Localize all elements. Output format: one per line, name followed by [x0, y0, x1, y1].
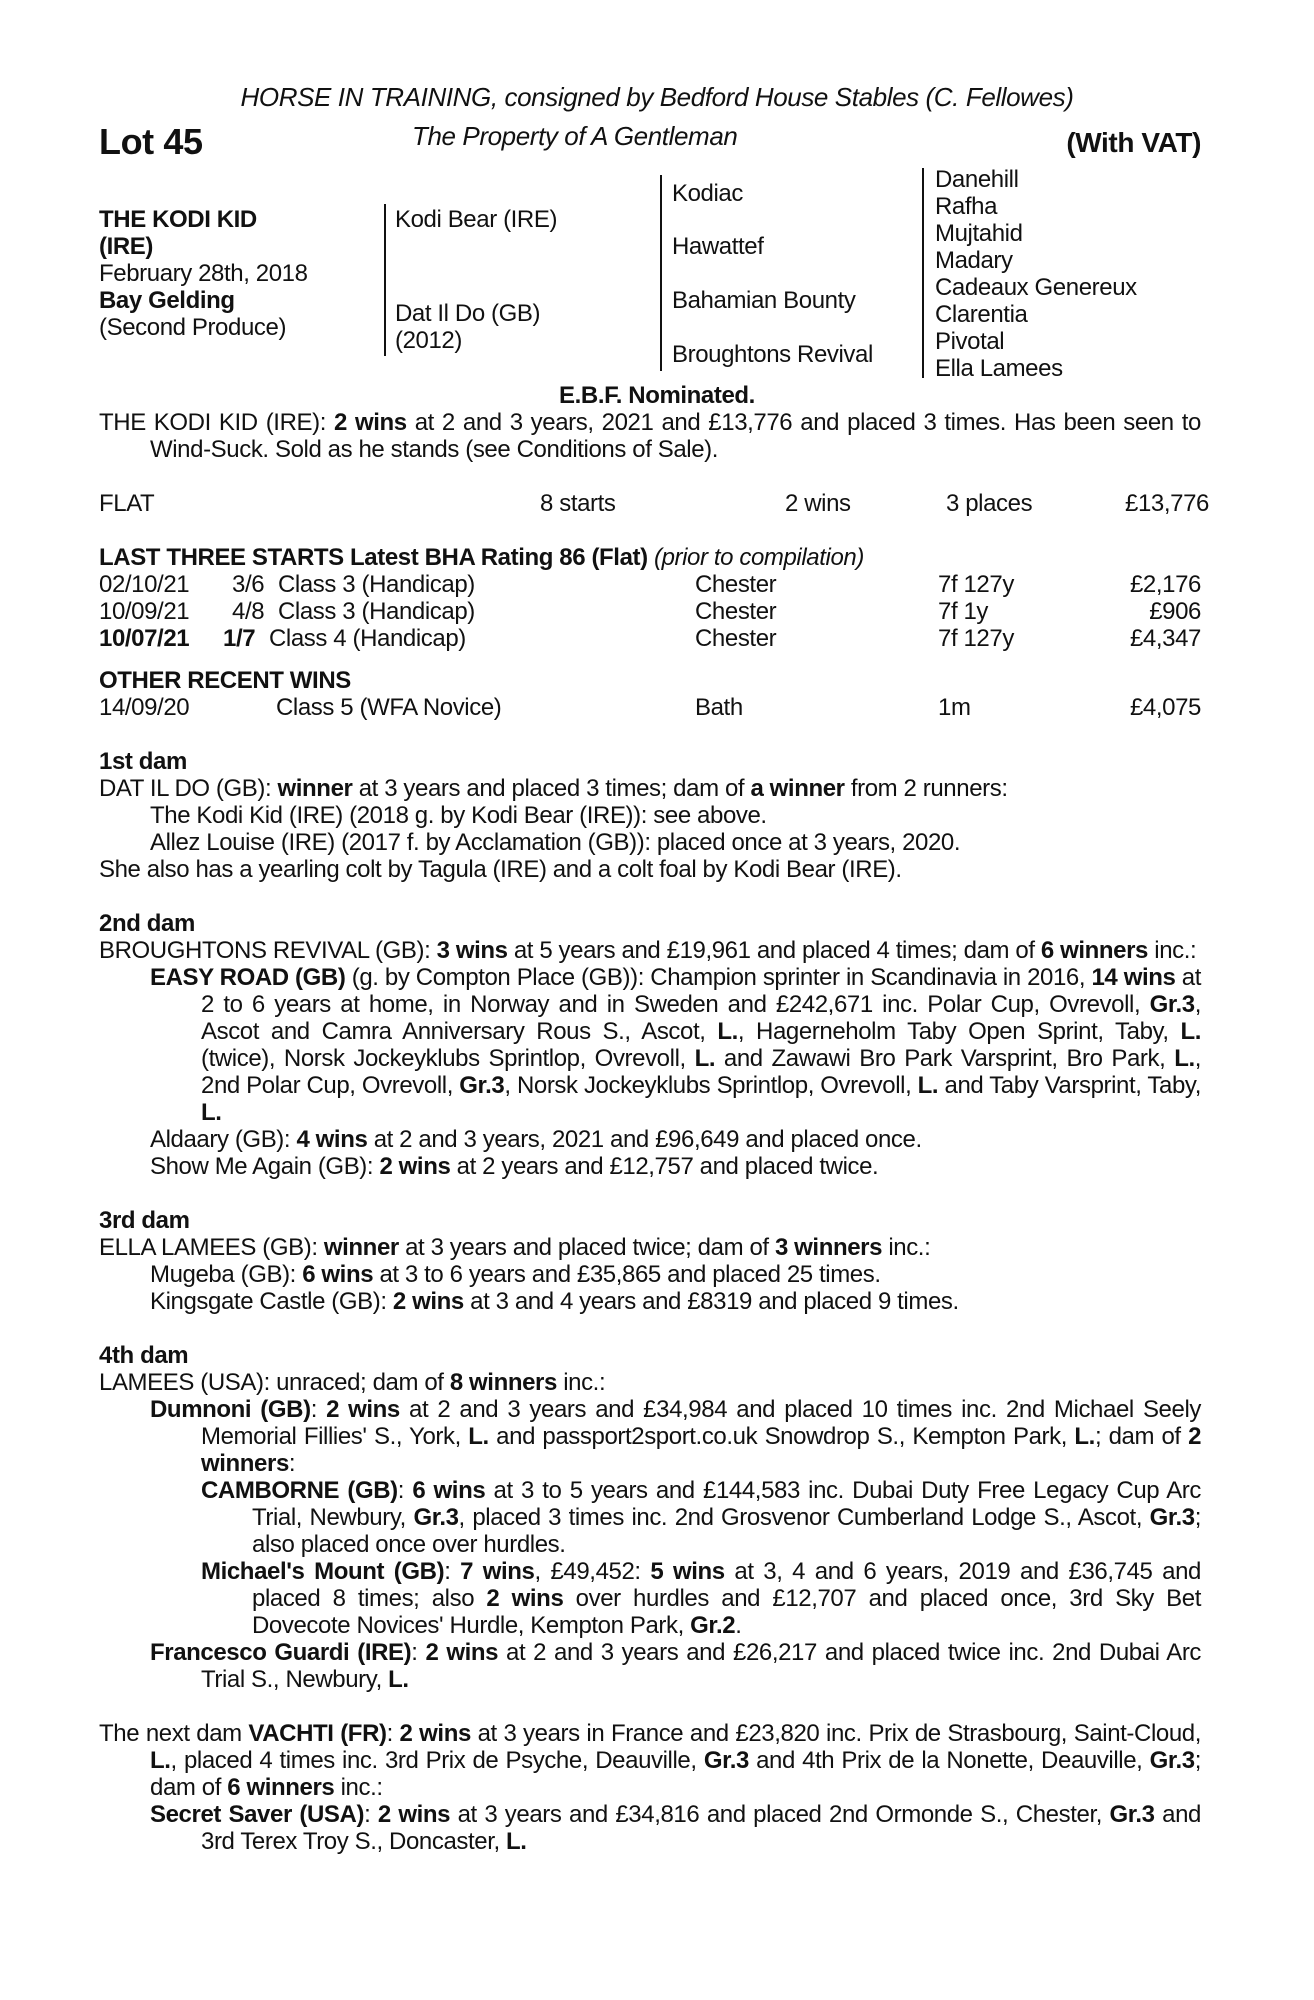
text: inc.: — [334, 1774, 383, 1801]
text: THE KODI KID (IRE): — [99, 409, 334, 436]
race-course: Chester — [695, 598, 777, 625]
starts-count: 8 starts — [540, 490, 616, 517]
bold-text: 6 winners — [1040, 937, 1148, 964]
race-class: Class 5 (WFA Novice) — [276, 694, 502, 721]
bold-text: VACHTI (FR) — [248, 1720, 387, 1747]
bold-text: L. — [694, 1045, 716, 1072]
bold-text: Gr.3 — [1149, 1504, 1195, 1531]
finish-position: 4/8 — [232, 598, 265, 625]
bold-text: Gr.3 — [1149, 991, 1195, 1018]
text: (g. by Compton Place (GB)): Champion sprinter in Scandinavia in 2016, — [345, 964, 1092, 991]
text: and 4th Prix de la Nonette, Deauville, — [748, 1747, 1150, 1774]
bold-text: Gr.3 — [1109, 1801, 1155, 1828]
pedigree-divider — [922, 168, 924, 378]
race-date: 10/07/21 — [99, 625, 190, 652]
bold-text: 7 wins — [460, 1558, 535, 1585]
dam-section — [99, 1342, 1201, 1693]
race-class: Class 3 (Handicap) — [278, 571, 475, 598]
bold-text: L. — [717, 1018, 738, 1045]
bold-text: 6 winners — [227, 1774, 335, 1801]
bold-text: 2 wins — [326, 1396, 400, 1423]
produce-entry — [99, 1261, 1201, 1288]
bold-text: 2 winners — [201, 1423, 1202, 1477]
dam-section — [99, 910, 1201, 1180]
text: inc.: — [556, 1369, 606, 1396]
race-date: 14/09/20 — [99, 694, 190, 721]
dam-heading: 2nd dam — [99, 910, 195, 937]
text: inc.: — [1148, 937, 1197, 964]
text: BROUGHTONS REVIVAL (GB): — [99, 937, 437, 964]
text: ELLA LAMEES (GB): — [99, 1234, 324, 1261]
text: ; also placed once over hurdles. — [252, 1504, 1201, 1558]
race-prize: £4,347 — [1129, 625, 1201, 652]
bold-text: L. — [468, 1423, 489, 1450]
last-three-heading — [99, 544, 1201, 571]
vat-status: (With VAT) — [1066, 127, 1201, 158]
race-code: FLAT — [99, 490, 155, 517]
bold-text: L. — [1174, 1045, 1195, 1072]
produce-entry — [99, 1126, 1201, 1153]
text: at 3, 4 and 6 years, 2019 and £36,745 and placed 8 times; also — [252, 1558, 1202, 1612]
text: : — [288, 1450, 296, 1477]
ancestor: Danehill — [935, 166, 1019, 193]
bold-text: 14 wins — [1091, 964, 1176, 991]
bold-text: L. — [1074, 1423, 1095, 1450]
bold-text: winner — [277, 775, 353, 802]
sire: Kodi Bear (IRE) — [395, 206, 558, 233]
text: Show Me Again (GB): — [150, 1153, 380, 1180]
race-course: Chester — [695, 571, 777, 598]
text: : — [386, 1720, 400, 1747]
bold-text: L. — [1180, 1018, 1201, 1045]
bold-text: Secret Saver (USA) — [150, 1801, 365, 1828]
grandsire: Bahamian Bounty — [672, 287, 856, 314]
text: over hurdles and £12,707 and placed once, 3rd Sky Bet Dovecote Novices' Hurdle, Kempton Park, — [252, 1585, 1201, 1639]
wins-count: 2 wins — [785, 490, 851, 517]
bold-text: CAMBORNE (GB) — [201, 1477, 398, 1504]
text: . — [735, 1612, 742, 1639]
bold-text: 2 wins — [392, 1288, 464, 1315]
text: : — [364, 1801, 378, 1828]
text: from 2 runners: — [844, 775, 1008, 802]
bold-text: L. — [150, 1747, 171, 1774]
text: , £49,452: — [534, 1558, 651, 1585]
bold-text: a winner — [750, 775, 845, 802]
bold-text: 2 wins — [333, 409, 407, 436]
bold-text: 3 winners — [774, 1234, 883, 1261]
dam-record — [99, 775, 1201, 802]
race-class: Class 4 (Handicap) — [269, 625, 466, 652]
consignment-header: HORSE IN TRAINING, consigned by Bedford House Stables (C. Fellowes) — [240, 82, 1074, 112]
bold-text: Gr.3 — [459, 1072, 505, 1099]
last-start-row — [99, 598, 1201, 625]
text: The next dam — [99, 1720, 249, 1747]
bold-text: EASY ROAD (GB) — [150, 964, 346, 991]
text: at 3 to 6 years and £35,865 and placed 25 times. — [373, 1261, 881, 1288]
bold-text: 2 wins — [379, 1153, 451, 1180]
dam-year: (2012) — [395, 327, 462, 354]
finish-position: 3/6 — [232, 571, 265, 598]
bold-text: L. — [917, 1072, 939, 1099]
text: LAMEES (USA): unraced; dam of — [99, 1369, 450, 1396]
bold-text: Gr.3 — [413, 1504, 459, 1531]
dam: Dat Il Do (GB) — [395, 300, 541, 327]
text: at 2 to 6 years at home, in Norway and in Sweden and £242,671 inc. Polar Cup, Ovrevoll, — [201, 964, 1201, 1018]
horse-sex: Bay Gelding — [99, 287, 235, 314]
race-prize: £906 — [1149, 598, 1201, 625]
race-distance: 7f 1y — [938, 598, 989, 625]
pedigree-divider — [384, 204, 386, 356]
bold-text: Francesco Guardi (IRE) — [150, 1639, 412, 1666]
bold-text: 5 wins — [650, 1558, 725, 1585]
text: and passport2sport.co.uk Snowdrop S., Kempton Park, — [488, 1423, 1075, 1450]
ancestor: Ella Lamees — [935, 355, 1063, 382]
text: ; dam of — [1094, 1423, 1189, 1450]
text: , placed 4 times inc. 3rd Prix de Psyche, Deauville, — [170, 1747, 704, 1774]
dam-record — [99, 1234, 1201, 1261]
race-date: 10/09/21 — [99, 598, 190, 625]
bold-text: L. — [506, 1828, 527, 1855]
text: She also has a yearling colt by Tagula (IRE) and a colt foal by Kodi Bear (IRE). — [99, 856, 902, 883]
race-record-body — [99, 409, 1209, 1855]
dam-section — [99, 748, 1201, 883]
dam-section — [99, 1720, 1201, 1855]
produce-entry — [99, 1477, 1201, 1558]
text: at 2 and 3 years and £26,217 and placed twice inc. 2nd Dubai Arc Trial S., Newbury, — [201, 1639, 1202, 1693]
ancestor: Pivotal — [935, 328, 1005, 355]
produce-entry — [99, 1153, 1201, 1180]
text: at 3 years and placed 3 times; dam of — [352, 775, 751, 802]
career-summary-row — [99, 490, 1209, 517]
bold-text: 2 wins — [486, 1585, 564, 1612]
race-record-summary — [99, 409, 1201, 463]
dam-record — [99, 1369, 1201, 1396]
produce-entry — [99, 964, 1201, 1126]
text: at 3 years in France and £23,820 inc. Prix de Strasbourg, Saint-Cloud, — [470, 1720, 1201, 1747]
race-course: Chester — [695, 625, 777, 652]
dam-record — [99, 937, 1201, 964]
text: at 3 and 4 years and £8319 and placed 9 times. — [463, 1288, 959, 1315]
text: Aldaary (GB): — [150, 1126, 297, 1153]
last-start-row — [99, 625, 1201, 652]
text: at 2 years and £12,757 and placed twice. — [450, 1153, 879, 1180]
ancestor: Cadeaux Genereux — [935, 274, 1137, 301]
race-course: Bath — [695, 694, 743, 721]
foaling-date: February 28th, 2018 — [99, 260, 308, 287]
text: : — [397, 1477, 413, 1504]
text: and 3rd Terex Troy S., Doncaster, — [201, 1801, 1201, 1855]
last-three-table — [99, 571, 1201, 652]
text: , placed 3 times inc. 2nd Grosvenor Cumberland Lodge S., Ascot, — [458, 1504, 1150, 1531]
text: ; dam of — [150, 1747, 1201, 1801]
ancestor: Rafha — [935, 193, 998, 220]
dam-section — [99, 1207, 1201, 1315]
text: at 2 and 3 years and £34,984 and placed 10 times inc. 2nd Michael Seely Memorial Fillies' S., York, — [201, 1396, 1201, 1450]
text: DAT IL DO (GB): — [99, 775, 278, 802]
bold-text: 6 wins — [302, 1261, 374, 1288]
ancestor: Madary — [935, 247, 1013, 274]
produce-entry — [99, 1288, 1201, 1315]
text: : — [310, 1396, 327, 1423]
race-date: 02/10/21 — [99, 571, 190, 598]
dam-sections — [99, 748, 1201, 1855]
text: , Norsk Jockeyklubs Sprintlop, Ovrevoll, — [504, 1072, 918, 1099]
text: , Ascot and Camra Anniversary Rous S., Ascot, — [201, 991, 1201, 1045]
text: at 2 and 3 years, 2021 and £96,649 and placed once. — [367, 1126, 922, 1153]
text: Mugeba (GB): — [150, 1261, 303, 1288]
text: , 2nd Polar Cup, Ovrevoll, — [201, 1045, 1201, 1099]
granddam: Broughtons Revival — [672, 341, 873, 368]
dam-record — [99, 1720, 1201, 1801]
bold-text: 4 wins — [296, 1126, 368, 1153]
bold-text: 6 wins — [412, 1477, 486, 1504]
text: at 5 years and £19,961 and placed 4 times; dam of — [507, 937, 1041, 964]
produce-entry — [99, 1801, 1201, 1855]
produce-entry — [99, 802, 1201, 829]
bold-text: 2 wins — [377, 1801, 451, 1828]
property-line: The Property of A Gentleman — [412, 121, 738, 151]
bold-text: Gr.3 — [1149, 1747, 1195, 1774]
text: at 2 and 3 years, 2021 and £13,776 and placed 3 times. Has been seen to Wind-Suck. Sold as he stands (see Conditions of Sale). — [150, 409, 1201, 463]
race-distance: 7f 127y — [938, 625, 1014, 652]
places-count: 3 places — [946, 490, 1033, 517]
bold-text: 2 wins — [425, 1639, 499, 1666]
text: Kingsgate Castle (GB): — [150, 1288, 393, 1315]
section-heading: LAST THREE STARTS Latest BHA Rating 86 (Flat) — [99, 544, 648, 571]
finish-position: 1/7 — [223, 625, 256, 652]
text: and Taby Varsprint, Taby, — [938, 1072, 1201, 1099]
text: : — [444, 1558, 461, 1585]
bold-text: winner — [323, 1234, 399, 1261]
ancestor: Clarentia — [935, 301, 1028, 328]
race-prize: £2,176 — [1129, 571, 1201, 598]
produce-entry — [99, 1558, 1201, 1639]
race-class: Class 3 (Handicap) — [278, 598, 475, 625]
bold-text: Dumnoni (GB) — [150, 1396, 311, 1423]
race-distance: 7f 127y — [938, 571, 1014, 598]
produce-entry — [99, 1639, 1201, 1693]
text: Allez Louise (IRE) (2017 f. by Acclamation (GB)): placed once at 3 years, 2020. — [150, 829, 961, 856]
bold-text: Michael's Mount (GB) — [201, 1558, 445, 1585]
other-win-row — [99, 694, 1201, 721]
bold-text: 3 wins — [436, 937, 508, 964]
granddam: Hawattef — [672, 233, 764, 260]
dam-heading: 1st dam — [99, 748, 187, 775]
pedigree-divider — [660, 175, 662, 371]
produce-entry — [99, 1396, 1201, 1477]
other-wins-heading: OTHER RECENT WINS — [99, 667, 351, 694]
race-prize: £4,075 — [1129, 694, 1201, 721]
text: The Kodi Kid (IRE) (2018 g. by Kodi Bear (IRE)): see above. — [150, 802, 767, 829]
total-prize: £13,776 — [1125, 490, 1209, 517]
dam-record — [99, 856, 1201, 883]
grandsire: Kodiac — [672, 180, 743, 207]
horse-name: THE KODI KID — [99, 206, 257, 233]
text: , Hagerneholm Taby Open Sprint, Taby, — [737, 1018, 1181, 1045]
text: inc.: — [882, 1234, 931, 1261]
text: : — [411, 1639, 426, 1666]
ancestor: Mujtahid — [935, 220, 1023, 247]
dam-heading: 4th dam — [99, 1342, 189, 1369]
horse-suffix: (IRE) — [99, 233, 153, 260]
ebf-nominated: E.B.F. Nominated. — [559, 382, 755, 409]
text: at 3 years and placed twice; dam of — [398, 1234, 775, 1261]
text: at 3 to 5 years and £144,583 inc. Dubai Duty Free Legacy Cup Arc Trial, Newbury, — [252, 1477, 1201, 1531]
bold-text: 2 wins — [399, 1720, 471, 1747]
produce-entry — [99, 829, 1201, 856]
bold-text: L. — [388, 1666, 409, 1693]
lot-number: Lot 45 — [99, 121, 203, 162]
bold-text: Gr.3 — [703, 1747, 749, 1774]
bold-text: L. — [201, 1099, 222, 1126]
last-start-row — [99, 571, 1201, 598]
text: at 3 years and £34,816 and placed 2nd Ormonde S., Chester, — [450, 1801, 1110, 1828]
bold-text: Gr.2 — [690, 1612, 736, 1639]
dam-heading: 3rd dam — [99, 1207, 190, 1234]
produce-note: (Second Produce) — [99, 314, 287, 341]
bold-text: 8 winners — [449, 1369, 557, 1396]
text: (twice), Norsk Jockeyklubs Sprintlop, Ovrevoll, — [201, 1045, 695, 1072]
rating-note: (prior to compilation) — [653, 544, 864, 571]
race-distance: 1m — [938, 694, 971, 721]
text: and Zawawi Bro Park Varsprint, Bro Park, — [715, 1045, 1175, 1072]
